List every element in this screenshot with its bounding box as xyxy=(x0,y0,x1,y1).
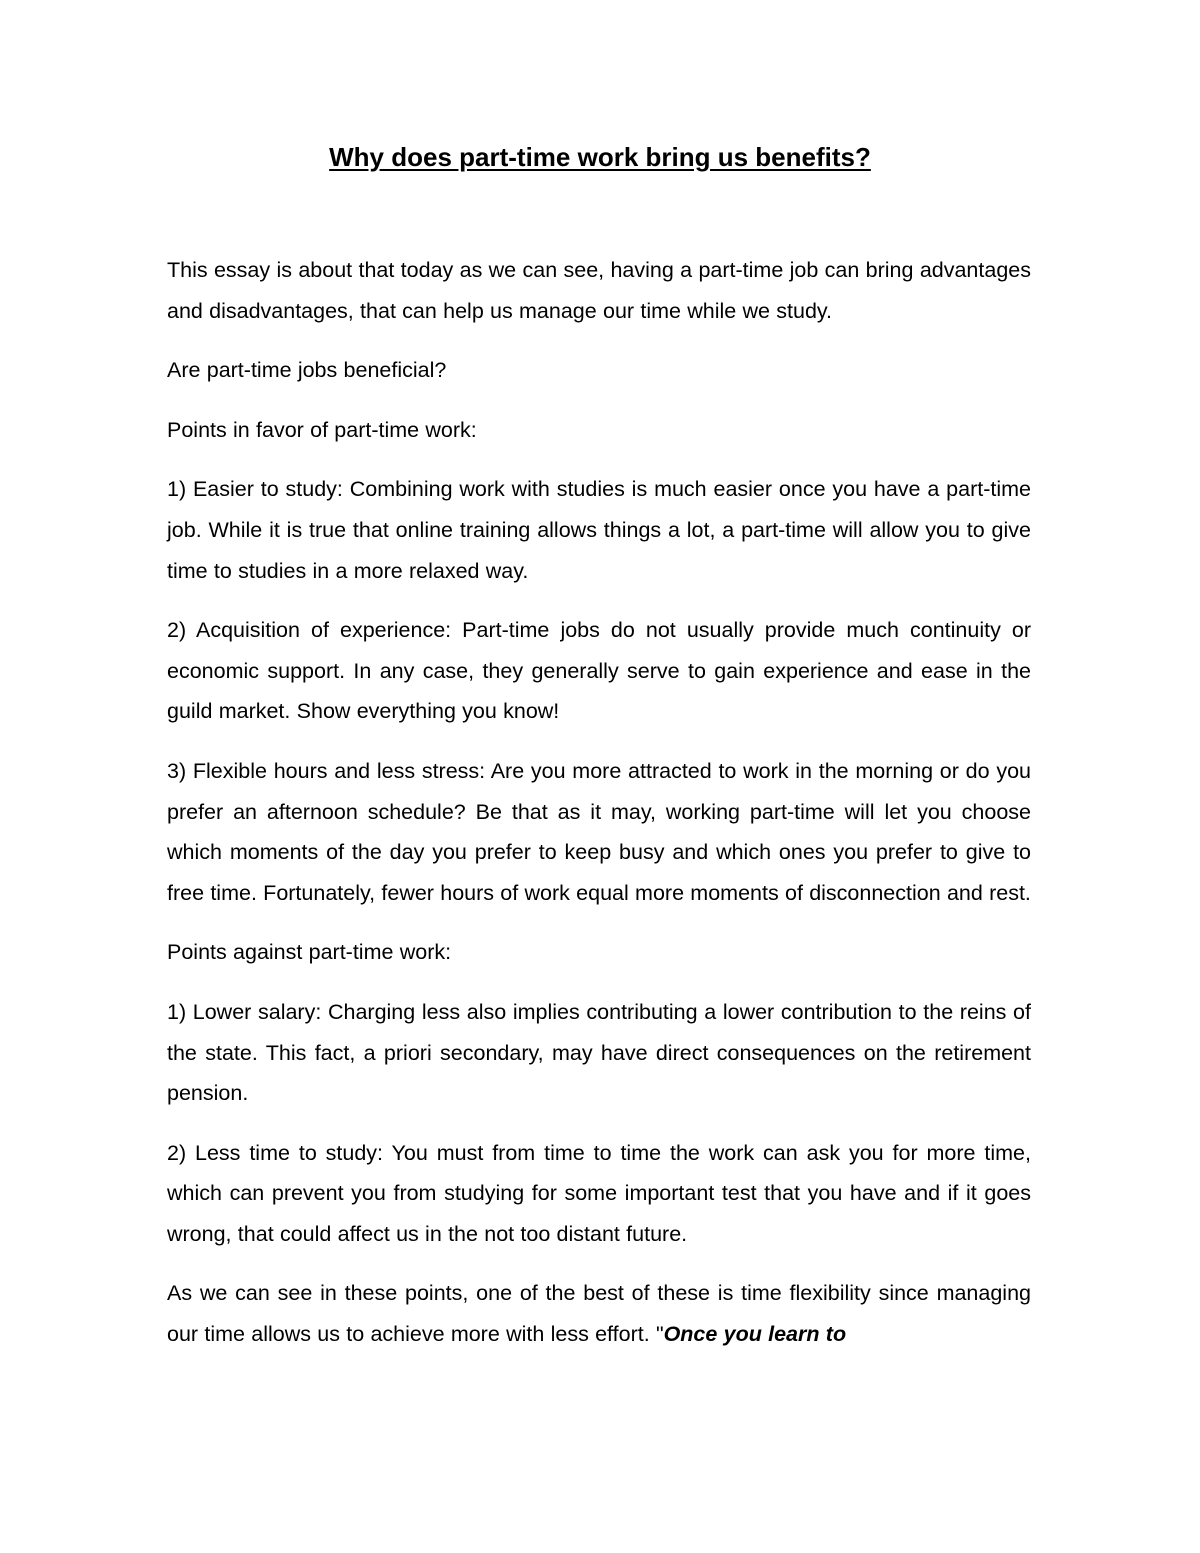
conclusion-paragraph xyxy=(167,1273,1031,1354)
conclusion-text: As we can see in these points, one of the best of these is time flexibility since managing our time allows us to achieve more with less effort. " xyxy=(167,1281,1031,1347)
question-paragraph: Are part-time jobs beneficial? xyxy=(167,358,447,383)
against-point-2: 2) Less time to study: You must from time to time the work can ask you for more time, which can prevent you from studying for some important test that you have and if it goes wrong, that could affect us in the not too distant future. xyxy=(167,1140,1031,1246)
document-body xyxy=(167,250,1031,1374)
against-point-1: 1) Lower salary: Charging less also implies contributing a lower contribution to the reins of the state. This fact, a priori secondary, may have direct consequences on the retirement pension. xyxy=(167,999,1031,1106)
favor-point-1: 1) Easier to study: Combining work with studies is much easier once you have a part-time job. While it is true that online training allows things a lot, a part-time will allow you to give time to studies in a more relaxed way. xyxy=(167,477,1031,583)
favor-point-3: 3) Flexible hours and less stress: Are you more attracted to work in the morning or do you prefer an afternoon schedule? Be that as it may, working part-time will let you choose which moments of the day you prefer to keep busy and which ones you prefer to give to free time. Fortunately, fewer hours of work equal more moments of disconnection and rest. xyxy=(167,758,1031,905)
favor-heading: Points in favor of part-time work: xyxy=(167,417,477,442)
document-title: Why does part-time work bring us benefits? xyxy=(329,142,871,172)
intro-paragraph: This essay is about that today as we can see, having a part-time job can bring advantages and disadvantages, that can help us manage our time while we study. xyxy=(167,258,1031,323)
favor-point-2: 2) Acquisition of experience: Part-time jobs do not usually provide much continuity or economic support. In any case, they generally serve to gain experience and ease in the guild market. Show everything you know! xyxy=(167,618,1031,724)
conclusion-quote-start: Once you learn to xyxy=(663,1322,847,1347)
against-heading: Points against part-time work: xyxy=(167,940,452,965)
